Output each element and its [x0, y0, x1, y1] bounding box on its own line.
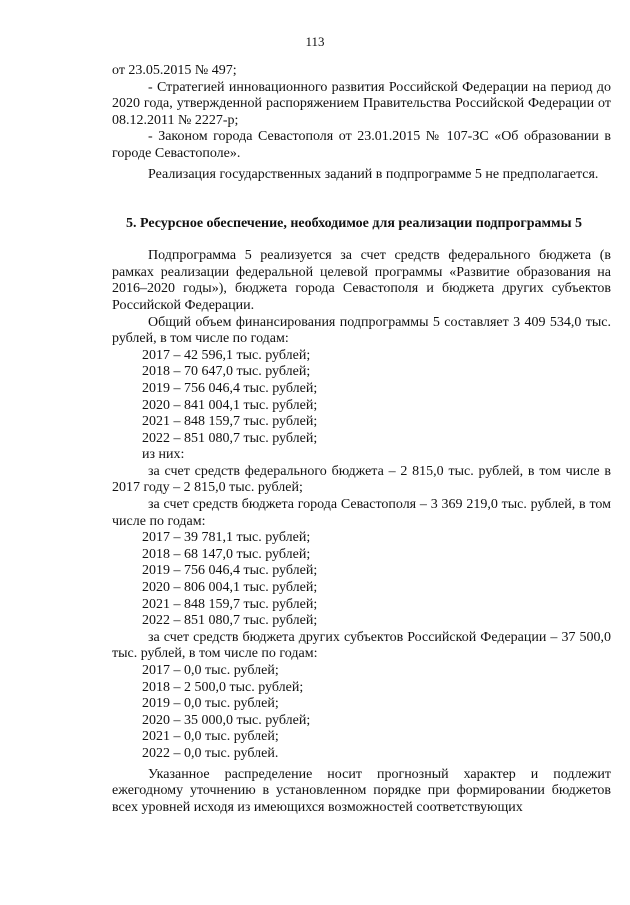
list-item: 2021 – 848 159,7 тыс. рублей; — [142, 414, 318, 430]
text-paragraph: Общий объем финансирования подпрограммы 5 составляет 3 409 534,0 тыс. рублей, в том числе по годам: — [112, 314, 611, 347]
sevastopol-by-year-list — [112, 530, 611, 630]
document-body — [112, 63, 611, 816]
other-by-year-list — [112, 663, 611, 763]
list-item: 2017 – 0,0 тыс. рублей; — [142, 663, 279, 678]
total-by-year-list — [112, 348, 611, 448]
list-item: 2017 – 39 781,1 тыс. рублей; — [142, 530, 311, 546]
list-item: 2022 – 0,0 тыс. рублей. — [142, 745, 279, 761]
text-line: от 23.05.2015 № 497; — [112, 63, 237, 78]
list-item: 2018 – 2 500,0 тыс. рублей; — [142, 679, 304, 695]
text-paragraph: за счет средств бюджета других субъектов Российской Федерации – 37 500,0 тыс. рублей, в том числе по годам: — [112, 629, 611, 662]
text-paragraph: Указанное распределение носит прогнозный характер и подлежит ежегодному уточнению в установленном порядке при формировании бюджетов всех уровней исходя из имеющихся возможностей соответствующих — [112, 766, 611, 815]
text-paragraph: - Стратегией инновационного развития Российской Федерации на период до 2020 года, утвержденной распоряжением Правительства Российской Федерации от 08.12.2011 № 2227-р; — [112, 79, 611, 128]
page-number: 113 — [305, 34, 325, 49]
list-item: 2021 – 0,0 тыс. рублей; — [142, 729, 279, 745]
section-heading: 5. Ресурсное обеспечение, необходимое для реализации подпрограммы 5 — [126, 216, 583, 232]
text-paragraph: за счет средств бюджета города Севастополя – 3 369 219,0 тыс. рублей, в том числе по годам: — [112, 497, 611, 529]
list-item: 2019 – 0,0 тыс. рублей; — [142, 696, 279, 712]
text-paragraph: Реализация государственных заданий в подпрограмме 5 не предполагается. — [148, 166, 599, 182]
list-item: 2020 – 841 004,1 тыс. рублей; — [142, 397, 318, 413]
list-item: 2019 – 756 046,4 тыс. рублей; — [142, 563, 318, 579]
text-paragraph: за счет средств федерального бюджета – 2 815,0 тыс. рублей, в том числе в 2017 году – 2 815,0 тыс. рублей; — [112, 463, 611, 496]
list-item: 2019 – 756 046,4 тыс. рублей; — [142, 380, 318, 396]
list-item: 2018 – 68 147,0 тыс. рублей; — [142, 546, 311, 562]
text-paragraph: - Законом города Севастополя от 23.01.2015 № 107-ЗС «Об образовании в городе Севастополе». — [112, 129, 611, 161]
list-item: 2020 – 35 000,0 тыс. рублей; — [142, 712, 311, 728]
list-item: 2017 – 42 596,1 тыс. рублей; — [142, 347, 311, 363]
list-item: 2020 – 806 004,1 тыс. рублей; — [142, 580, 318, 596]
text-line: из них: — [142, 447, 185, 463]
list-item: 2018 – 70 647,0 тыс. рублей; — [142, 364, 311, 380]
text-paragraph: Подпрограмма 5 реализуется за счет средств федерального бюджета (в рамках реализации федеральной целевой программы «Развитие образования на 2016–2020 годы»), бюджета города Севастополя и бюджета других субъектов Российской Федерации. — [112, 248, 611, 313]
list-item: 2022 – 851 080,7 тыс. рублей; — [142, 613, 318, 629]
list-item: 2022 – 851 080,7 тыс. рублей; — [142, 430, 318, 446]
list-item: 2021 – 848 159,7 тыс. рублей; — [142, 596, 318, 612]
